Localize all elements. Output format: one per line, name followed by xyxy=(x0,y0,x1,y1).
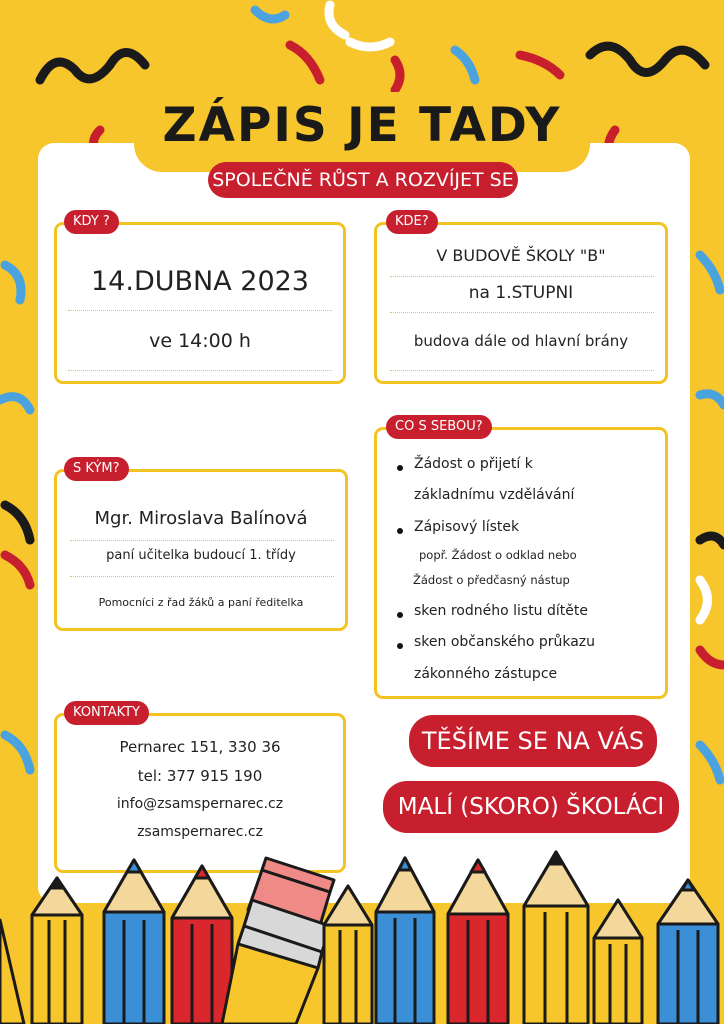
bring-item-2-line2: popř. Žádost o odklad nebo xyxy=(419,548,577,562)
cta-little-pupils: MALÍ (SKORO) ŠKOLÁCI xyxy=(383,781,679,833)
where-tag: KDE? xyxy=(386,210,438,234)
contact-web[interactable]: zsamspernarec.cz xyxy=(137,824,263,840)
with-whom-tag: S KÝM? xyxy=(64,457,129,481)
bullet-icon xyxy=(397,465,403,471)
bullet-icon xyxy=(397,528,403,534)
when-box xyxy=(54,222,346,384)
when-time: ve 14:00 h xyxy=(149,330,251,352)
bring-item-4-line1: sken občanského průkazu xyxy=(414,634,596,650)
subtitle-banner: SPOLEČNĚ RŮST A ROZVÍJET SE xyxy=(208,162,518,198)
where-line3: budova dále od hlavní brány xyxy=(413,332,629,350)
helpers-text: Pomocníci z řad žáků a paní ředitelka xyxy=(98,596,304,609)
contact-phone: tel: 377 915 190 xyxy=(137,767,263,785)
bring-item-2-line1: Zápisový lístek xyxy=(414,519,520,535)
bring-item-1-line2: základnímu vzdělávání xyxy=(414,487,575,503)
bring-tag: CO S SEBOU? xyxy=(386,415,492,439)
divider xyxy=(68,310,332,311)
bullet-icon xyxy=(397,643,403,649)
bring-item-4-line2: zákonného zástupce xyxy=(414,666,558,682)
when-tag: KDY ? xyxy=(64,210,119,234)
cta-looking-forward: TĚŠÍME SE NA VÁS xyxy=(409,715,657,767)
divider xyxy=(68,370,332,371)
contacts-tag: KONTAKTY xyxy=(64,701,149,725)
teacher-name: Mgr. Miroslava Balínová xyxy=(94,508,308,529)
bring-item-1-line1: Žádost o přijetí k xyxy=(414,456,533,472)
where-line1: V BUDOVĚ ŠKOLY "B" xyxy=(436,246,606,265)
bring-item-3-line1: sken rodného listu dítěte xyxy=(414,603,588,619)
where-line2: na 1.STUPNI xyxy=(468,283,574,303)
divider xyxy=(390,312,654,313)
contact-email[interactable]: info@zsamspernarec.cz xyxy=(116,796,284,812)
divider xyxy=(390,276,654,277)
when-date: 14.DUBNA 2023 xyxy=(91,266,309,297)
divider xyxy=(70,540,334,541)
divider xyxy=(70,576,334,577)
page-title: ZÁPIS JE TADY xyxy=(162,98,562,153)
divider xyxy=(390,370,654,371)
bring-item-2-line3: Žádost o předčasný nástup xyxy=(413,573,570,587)
pencils-decoration xyxy=(0,840,724,1024)
contact-address: Pernarec 151, 330 36 xyxy=(119,738,281,756)
teacher-role: paní učitelka budoucí 1. třídy xyxy=(106,548,296,563)
bullet-icon xyxy=(397,612,403,618)
